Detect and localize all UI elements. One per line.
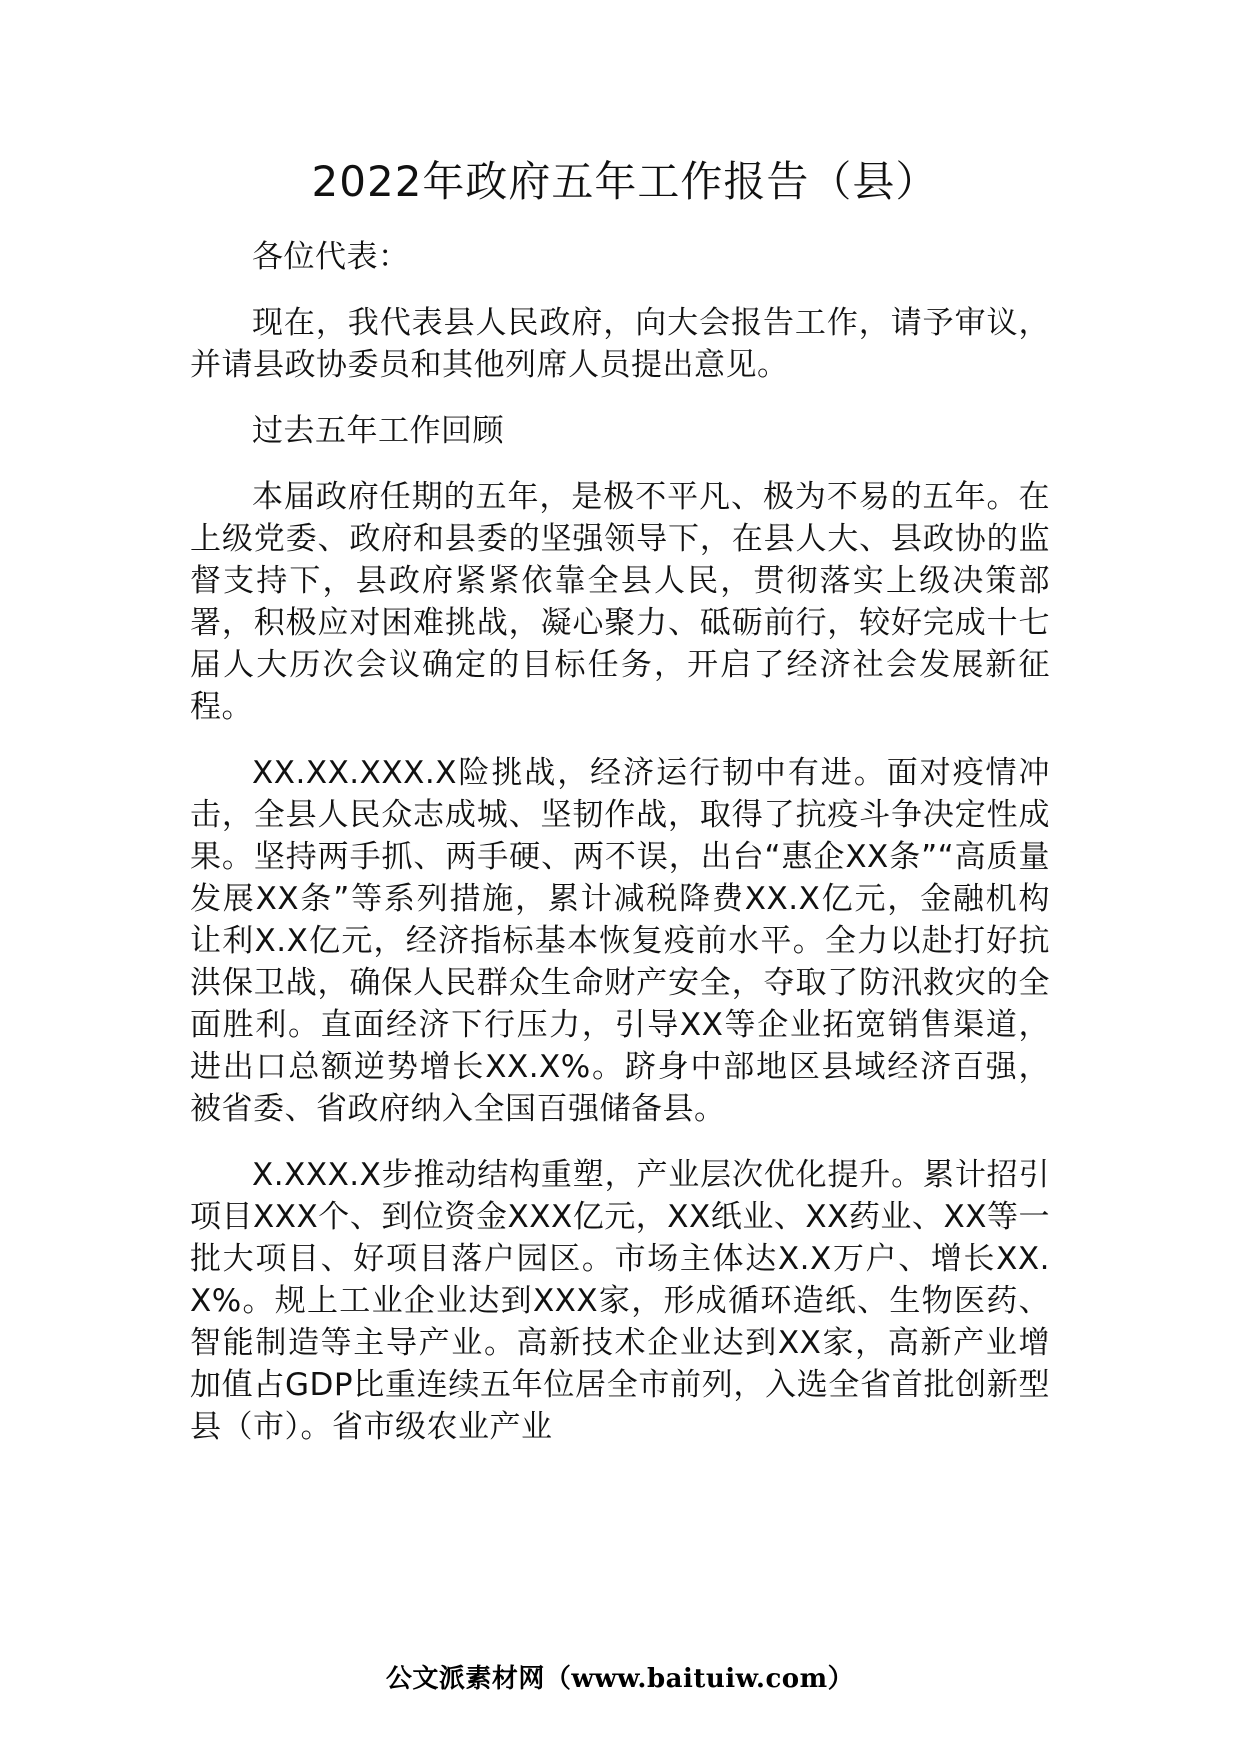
footer-watermark: 公文派素材网（www.baituiw.com） bbox=[385, 1664, 855, 1694]
salutation: 各位代表： bbox=[252, 239, 410, 275]
body-paragraph: X.XXX.X步推动结构重塑，产业层次优化提升。累计招引项目XXX个、到位资金XXX亿元，XX纸业、XX药业、XX等一批大项目、好项目落户园区。市场主体达X.X万户、增长XX.X%。规上工业企业达到XXX家，形成循环造纸、生物医药、智能制造等主导产业。高新技术企业达到XX家，高新产业增加值占GDP比重连续五年位居全市前列，入选全省首批创新型县（市）。省市级农业产业 bbox=[190, 1157, 1050, 1445]
body-paragraph: XX.XX.XXX.X险挑战，经济运行韧中有进。面对疫情冲击，全县人民众志成城、坚韧作战，取得了抗疫斗争决定性成果。坚持两手抓、两手硬、两不误，出台“惠企XX条”“高质量发展XX条”等系列措施，累计减税降费XX.X亿元，金融机构让利X.X亿元，经济指标基本恢复疫前水平。全力以赴打好抗洪保卫战，确保人民群众生命财产安全，夺取了防汛救灾的全面胜利。直面经济下行压力，引导XX等企业拓宽销售渠道，进出口总额逆势增长XX.X%。跻身中部地区县域经济百强，被省委、省政府纳入全国百强储备县。 bbox=[190, 755, 1050, 1127]
document-page bbox=[190, 150, 1050, 1630]
section-heading: 过去五年工作回顾 bbox=[252, 413, 504, 449]
document-title: 2022年政府五年工作报告（县） bbox=[311, 157, 939, 206]
opening-paragraph: 现在，我代表县人民政府，向大会报告工作，请予审议，并请县政协委员和其他列席人员提出意见。 bbox=[190, 305, 1050, 383]
document-body bbox=[190, 236, 1050, 1448]
body-paragraph: 本届政府任期的五年，是极不平凡、极为不易的五年。在上级党委、政府和县委的坚强领导下，在县人大、县政协的监督支持下，县政府紧紧依靠全县人民，贯彻落实上级决策部署，积极应对困难挑战，凝心聚力、砥砺前行，较好完成十七届人大历次会议确定的目标任务，开启了经济社会发展新征程。 bbox=[190, 479, 1050, 725]
